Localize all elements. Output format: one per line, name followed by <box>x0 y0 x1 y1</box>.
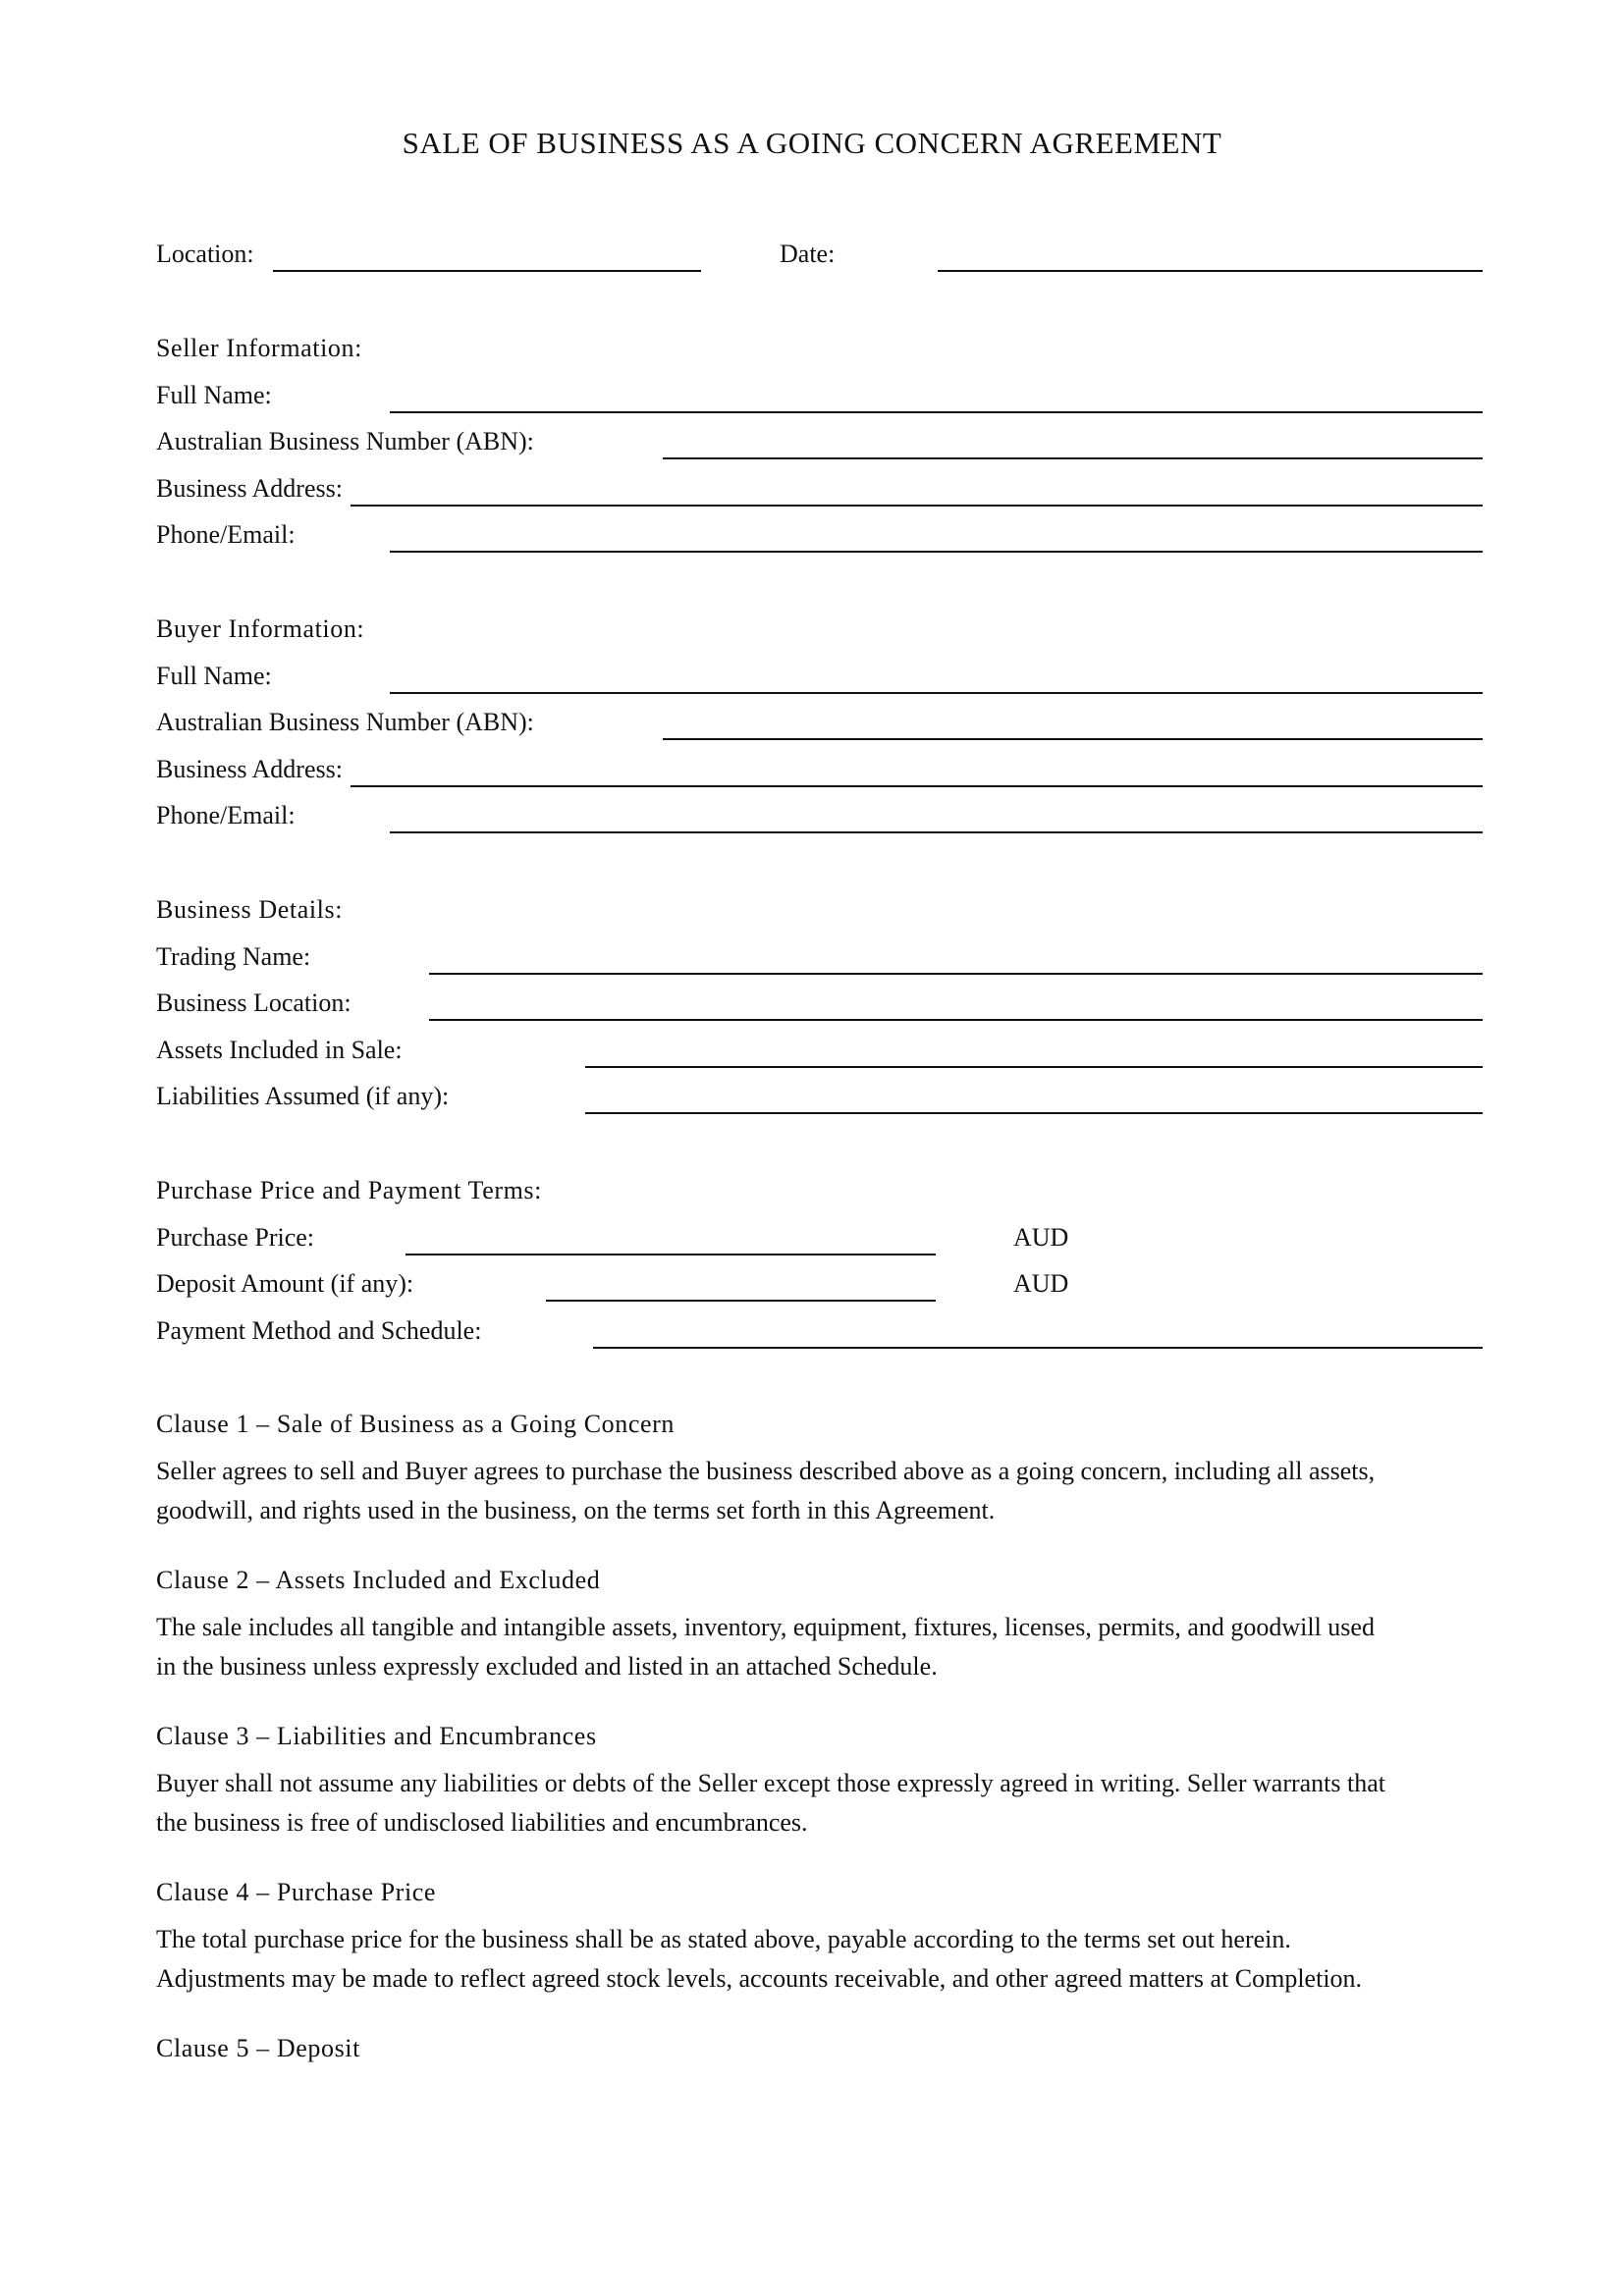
seller-heading: Seller Information: <box>156 334 362 362</box>
purchase-price-field[interactable] <box>406 1254 936 1255</box>
date-field[interactable] <box>938 270 1483 272</box>
location-label: Location: <box>156 240 254 268</box>
clause-4-text-line-2: Adjustments may be made to reflect agreed stock levels, accounts receivable, and other agreed matters at Completion. <box>156 1964 1363 1993</box>
purchase-price-currency: AUD <box>1013 1223 1069 1252</box>
buyer-full-name-field[interactable] <box>390 692 1483 694</box>
clause-3-heading: Clause 3 – Liabilities and Encumbrances <box>156 1722 597 1750</box>
liabilities-label: Liabilities Assumed (if any): <box>156 1082 450 1110</box>
business-location-field[interactable] <box>429 1019 1483 1021</box>
seller-address-field[interactable] <box>351 505 1483 507</box>
seller-address-label: Business Address: <box>156 474 343 503</box>
clause-4-heading: Clause 4 – Purchase Price <box>156 1878 437 1906</box>
liabilities-field[interactable] <box>585 1112 1483 1114</box>
business-location-label: Business Location: <box>156 988 352 1017</box>
document-title: SALE OF BUSINESS AS A GOING CONCERN AGREEMENT <box>402 126 1222 160</box>
trading-name-field[interactable] <box>429 973 1483 975</box>
clause-1-text-line-1: Seller agrees to sell and Buyer agrees to purchase the business described above as a going concern, including all assets, <box>156 1457 1376 1485</box>
buyer-address-field[interactable] <box>351 785 1483 787</box>
deposit-currency: AUD <box>1013 1269 1069 1298</box>
seller-full-name-field[interactable] <box>390 411 1483 413</box>
deposit-label: Deposit Amount (if any): <box>156 1269 414 1298</box>
buyer-heading: Buyer Information: <box>156 614 365 643</box>
assets-label: Assets Included in Sale: <box>156 1036 403 1064</box>
clause-5-heading: Clause 5 – Deposit <box>156 2034 360 2062</box>
seller-contact-field[interactable] <box>390 551 1483 553</box>
assets-field[interactable] <box>585 1066 1483 1068</box>
payment-schedule-label: Payment Method and Schedule: <box>156 1316 482 1345</box>
business-heading: Business Details: <box>156 895 344 924</box>
location-field[interactable] <box>273 270 701 272</box>
clause-2-heading: Clause 2 – Assets Included and Excluded <box>156 1566 601 1594</box>
seller-abn-label: Australian Business Number (ABN): <box>156 427 534 455</box>
buyer-abn-field[interactable] <box>663 738 1483 740</box>
clause-1-heading: Clause 1 – Sale of Business as a Going Concern <box>156 1410 676 1438</box>
clause-4-text-line-1: The total purchase price for the business shall be as stated above, payable according to the terms set out herein. <box>156 1925 1291 1953</box>
buyer-address-label: Business Address: <box>156 755 343 783</box>
payment-heading: Purchase Price and Payment Terms: <box>156 1176 542 1204</box>
buyer-full-name-label: Full Name: <box>156 662 272 690</box>
seller-contact-label: Phone/Email: <box>156 520 296 549</box>
buyer-abn-label: Australian Business Number (ABN): <box>156 708 534 736</box>
clause-2-text-line-1: The sale includes all tangible and intangible assets, inventory, equipment, fixtures, licenses, permits, and goodwill used <box>156 1613 1375 1641</box>
clause-2-text-line-2: in the business unless expressly excluded and listed in an attached Schedule. <box>156 1652 938 1681</box>
payment-schedule-field[interactable] <box>593 1347 1483 1349</box>
purchase-price-label: Purchase Price: <box>156 1223 315 1252</box>
trading-name-label: Trading Name: <box>156 942 311 971</box>
seller-full-name-label: Full Name: <box>156 381 272 409</box>
clause-3-text-line-2: the business is free of undisclosed liabilities and encumbrances. <box>156 1808 808 1837</box>
buyer-contact-field[interactable] <box>390 831 1483 833</box>
buyer-contact-label: Phone/Email: <box>156 801 296 829</box>
date-label: Date: <box>780 240 836 268</box>
clause-3-text-line-1: Buyer shall not assume any liabilities or debts of the Seller except those expressly agreed in writing. Seller warrants that <box>156 1769 1385 1797</box>
deposit-field[interactable] <box>546 1300 936 1302</box>
clause-1-text-line-2: goodwill, and rights used in the business, on the terms set forth in this Agreement. <box>156 1496 996 1524</box>
seller-abn-field[interactable] <box>663 457 1483 459</box>
